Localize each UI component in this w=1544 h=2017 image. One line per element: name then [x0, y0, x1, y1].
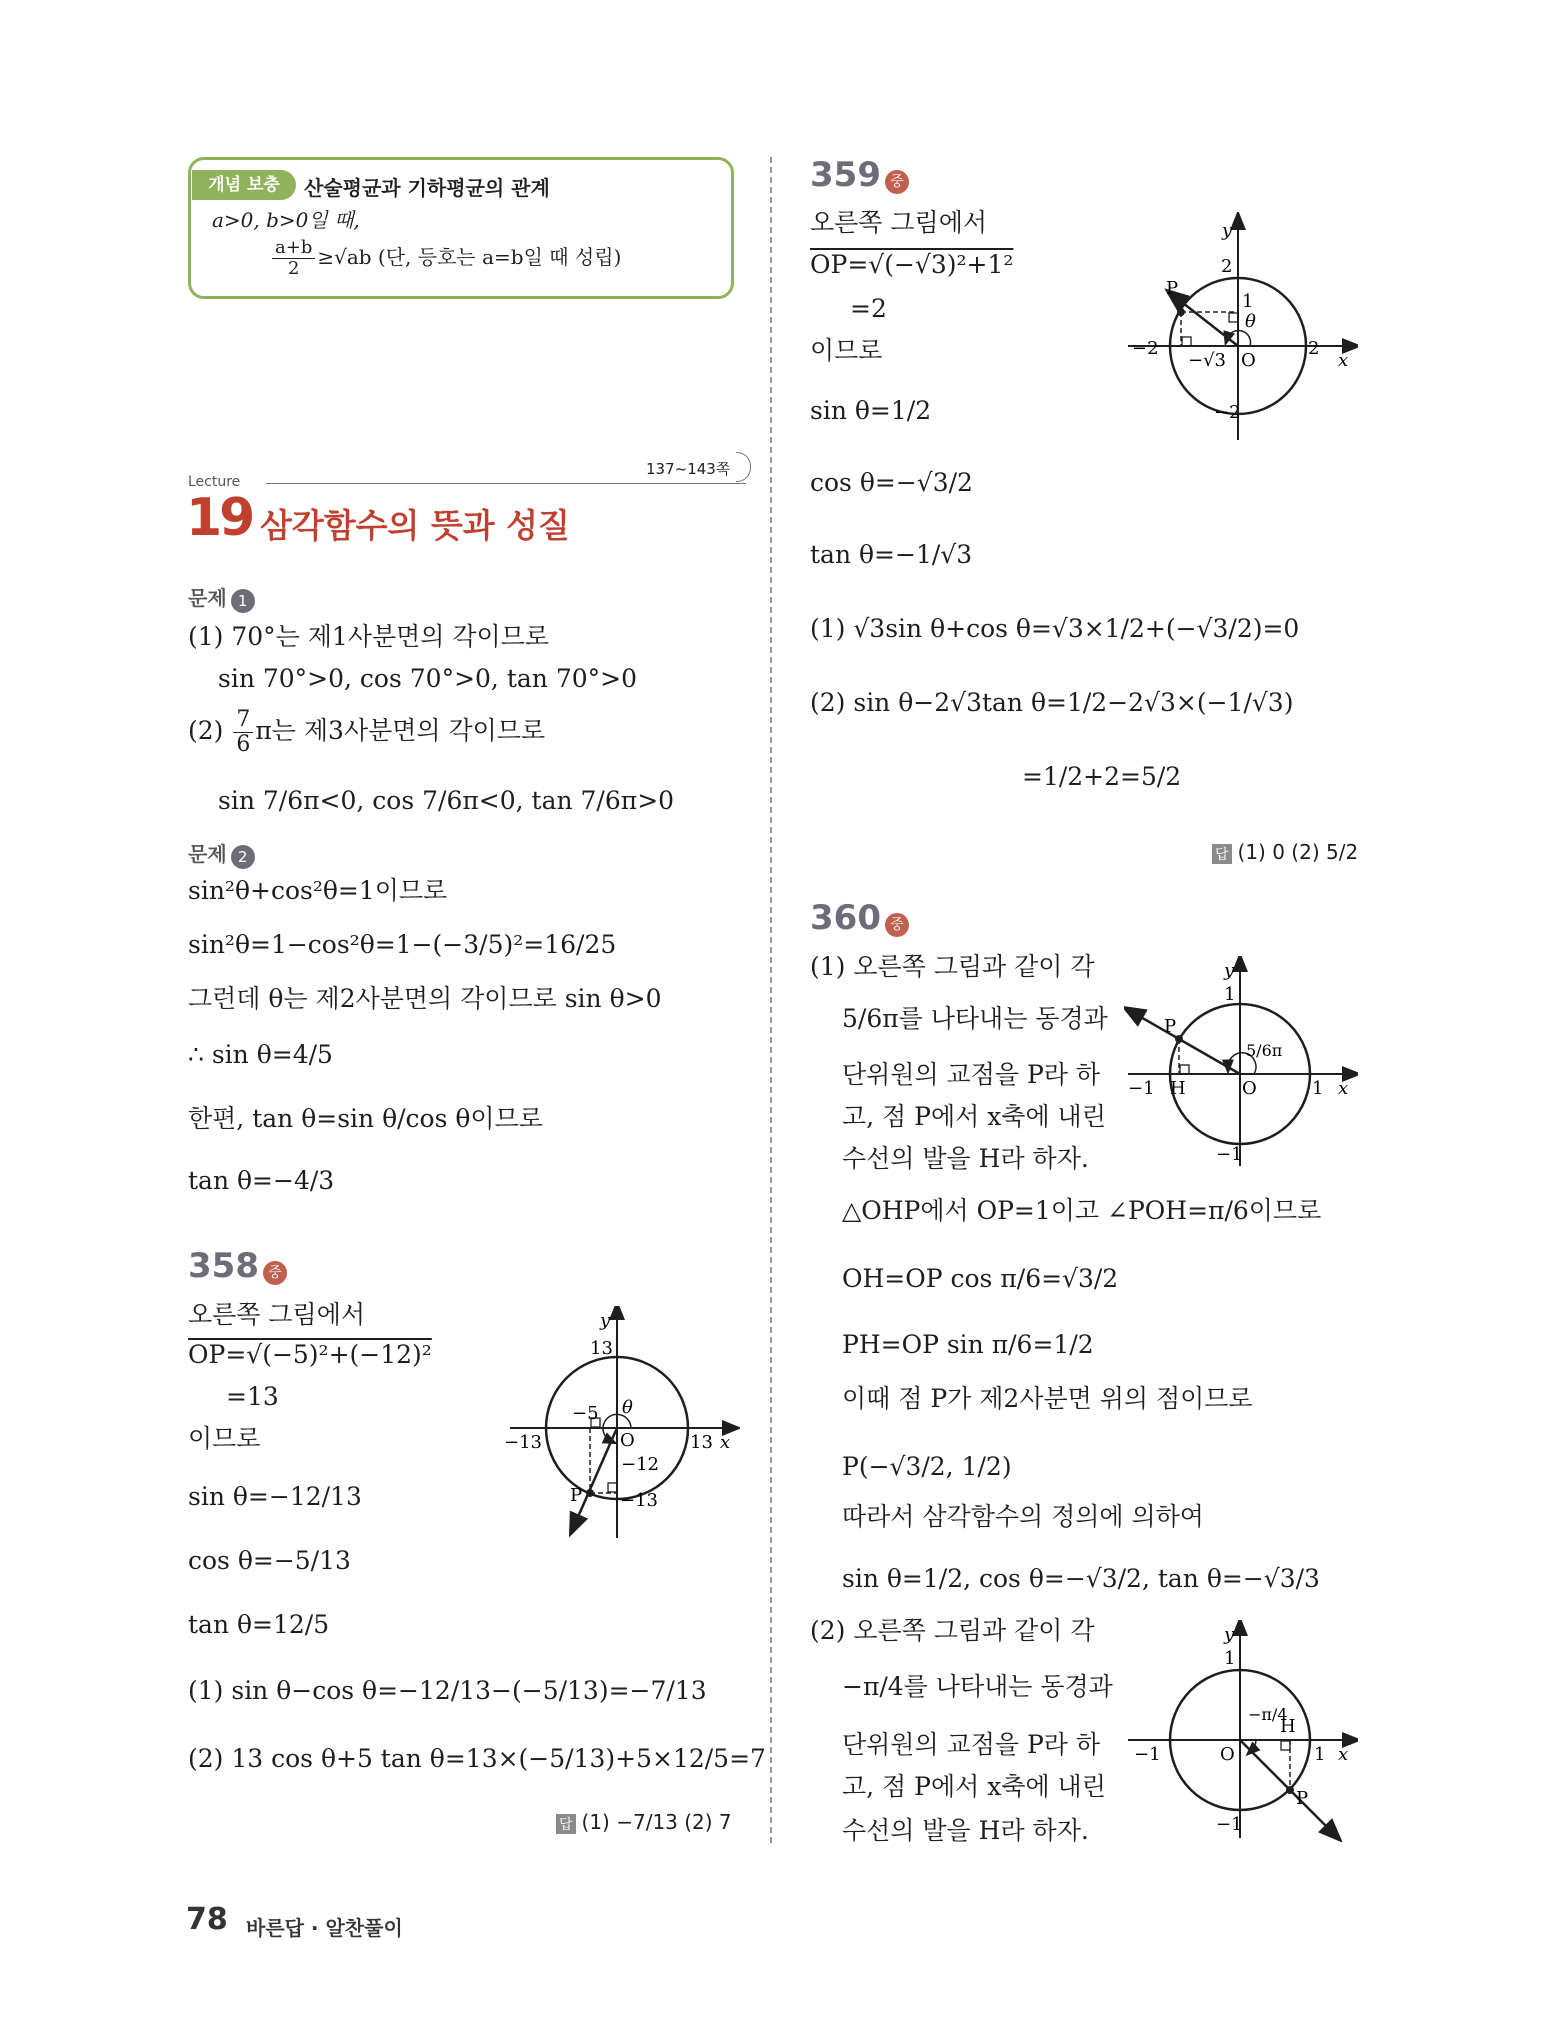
p360-a-line-6: △OHP에서 OP=1이고 ∠POH=π/6이므로 — [842, 1196, 1322, 1225]
problem-360-heading: 360 중 — [810, 898, 909, 938]
footer-book-title: 바른답 · 알찬풀이 — [246, 1916, 403, 1940]
p358-figure — [500, 1306, 740, 1542]
p360f2-label-y: y — [1224, 1624, 1235, 1645]
p360-a-line-8: PH=OP sin π/6=1/2 — [842, 1330, 1094, 1359]
p358-line-9: (2) 13 cos θ+5 tan θ=13×(−5/13)+5×12/5=7 — [188, 1744, 766, 1773]
p358-label-y: y — [600, 1310, 611, 1331]
p359-label-b2: −2 — [1214, 402, 1241, 423]
p360f2-label-angle: −π/4 — [1248, 1705, 1288, 1724]
p358-line-5: sin θ=−12/13 — [188, 1482, 362, 1511]
p358-answer: 답 (1) −7/13 (2) 7 — [556, 1810, 732, 1834]
p360f1-label-b1: −1 — [1216, 1144, 1243, 1165]
p360-a-line-12: sin θ=1/2, cos θ=−√3/2, tan θ=−√3/3 — [842, 1564, 1320, 1593]
p360-b-line-1: (2) 오른쪽 그림과 같이 각 — [810, 1616, 1095, 1645]
lecture-pages: 137~143쪽 — [646, 460, 731, 478]
p359-right-angle-1 — [1229, 313, 1238, 322]
p359-label-m2: −2 — [1132, 338, 1159, 359]
p360-a-line-11: 따라서 삼각함수의 정의에 의하여 — [842, 1502, 1204, 1531]
q1-line-2: sin 70°>0, cos 70°>0, tan 70°>0 — [218, 664, 637, 693]
p359-line-9: (2) sin θ−2√3tan θ=1/2−2√3×(−1/√3) — [810, 688, 1294, 717]
q1-line-4: sin 7/6π<0, cos 7/6π<0, tan 7/6π>0 — [218, 786, 675, 815]
p359-right-angle-2 — [1182, 337, 1191, 346]
q1-line-1: (1) 70°는 제1사분면의 각이므로 — [188, 622, 549, 651]
p359-label-p: P — [1166, 278, 1179, 299]
q2-heading: 문제 2 — [188, 838, 255, 869]
p358-line-8: (1) sin θ−cos θ=−12/13−(−5/13)=−7/13 — [188, 1676, 707, 1705]
concept-tag: 개념 보충 — [192, 170, 296, 200]
p360-figure-2 — [1124, 1620, 1358, 1842]
p360f2-label-x: x — [1338, 1744, 1349, 1765]
p360-b-line-4: 고, 점 P에서 x축에 내린 — [842, 1772, 1106, 1801]
p360-b-line-5: 수선의 발을 H라 하자. — [842, 1816, 1089, 1845]
p360-a-line-1: (1) 오른쪽 그림과 같이 각 — [810, 952, 1095, 981]
p360f1-label-r1: 1 — [1312, 1078, 1324, 1099]
p358-line-6: cos θ=−5/13 — [188, 1546, 351, 1575]
lecture-number: 19 — [186, 488, 253, 548]
p360f1-label-t1: 1 — [1224, 984, 1236, 1005]
p360-a-line-4: 고, 점 P에서 x축에 내린 — [842, 1102, 1106, 1131]
p358-radius-op — [574, 1428, 617, 1526]
p358-point-p — [586, 1489, 594, 1497]
p359-label-msq3: −√3 — [1188, 350, 1227, 371]
p360f1-label-p: P — [1164, 1016, 1177, 1037]
concept-inequality: $\frac{a+b}{2}$ ≥√ab (단, 등호는 a=b일 때 성립) — [270, 238, 621, 279]
p359-label-x: x — [1338, 350, 1349, 371]
p360f1-point-p — [1175, 1035, 1183, 1043]
p360f1-label-angle: 5/6π — [1246, 1041, 1283, 1060]
p360-a-line-10: P(−√3/2, 1/2) — [842, 1452, 1012, 1481]
lecture-title: 삼각함수의 뜻과 성질 — [260, 506, 570, 545]
p358-label-m12: −12 — [621, 1454, 659, 1475]
p358-line-3: =13 — [226, 1382, 279, 1411]
p360f2-label-m1: −1 — [1134, 1744, 1161, 1765]
p358-label-m5: −5 — [572, 1403, 599, 1424]
p360f1-label-x: x — [1338, 1078, 1349, 1099]
p360-a-line-7: OH=OP cos π/6=√3/2 — [842, 1264, 1119, 1293]
p360-a-line-2: 5/6π를 나타내는 동경과 — [842, 1004, 1108, 1033]
p360f2-label-b1: −1 — [1216, 1814, 1243, 1835]
p358-label-o: O — [620, 1430, 635, 1451]
q2-line-3: 그런데 θ는 제2사분면의 각이므로 sin θ>0 — [188, 984, 662, 1013]
p359-label-t2: 2 — [1221, 256, 1233, 277]
concept-condition: a>0, b>0일 때, — [212, 208, 360, 232]
q1-heading: 문제 1 — [188, 582, 255, 613]
p360f2-angle-arc — [1251, 1740, 1256, 1751]
p359-line-2: OP=√(−√3)²+1² — [810, 250, 1014, 279]
p359-line-4: 이므로 — [810, 336, 883, 365]
p359-figure — [1124, 212, 1358, 444]
p358-line-7: tan θ=12/5 — [188, 1610, 330, 1639]
p359-label-r2: 2 — [1308, 338, 1320, 359]
p360f1-label-o: O — [1242, 1078, 1257, 1099]
p359-label-one: 1 — [1242, 291, 1254, 312]
problem-359-heading: 359 중 — [810, 155, 909, 195]
p359-label-theta: θ — [1245, 311, 1256, 332]
p358-label-r13: 13 — [690, 1432, 713, 1453]
q2-line-5: 한편, tan θ=sin θ/cos θ이므로 — [188, 1104, 543, 1133]
p358-label-t13: 13 — [590, 1338, 613, 1359]
q2-line-1: sin²θ+cos²θ=1이므로 — [188, 876, 448, 905]
p359-answer: 답 (1) 0 (2) 5/2 — [1212, 840, 1358, 864]
lecture-label: Lecture — [188, 474, 241, 490]
p360f2-point-p — [1286, 1786, 1294, 1794]
p359-line-3: =2 — [850, 294, 887, 323]
p359-label-o: O — [1241, 350, 1256, 371]
p360f1-label-y: y — [1224, 960, 1235, 981]
problem-358-heading: 358 중 — [188, 1246, 287, 1286]
p360f2-label-p: P — [1296, 1788, 1309, 1809]
p359-label-y: y — [1222, 220, 1233, 241]
q2-line-2: sin²θ=1−cos²θ=1−(−3/5)²=16/25 — [188, 930, 617, 959]
p360f2-label-t1: 1 — [1224, 1648, 1236, 1669]
p360-b-line-3: 단위원의 교점을 P라 하 — [842, 1730, 1101, 1759]
p358-line-1: 오른쪽 그림에서 — [188, 1300, 365, 1329]
p360f1-right-angle — [1180, 1065, 1189, 1074]
p359-line-5: sin θ=1/2 — [810, 396, 932, 425]
p359-line-1: 오른쪽 그림에서 — [810, 208, 987, 237]
p358-right-angle-2 — [608, 1483, 617, 1492]
p360-a-line-5: 수선의 발을 H라 하자. — [842, 1144, 1089, 1173]
p360f2-label-h: H — [1280, 1716, 1296, 1737]
p360-figure-1 — [1124, 956, 1358, 1170]
p358-label-theta: θ — [622, 1397, 633, 1418]
q1-line-3: (2) $\frac{7}{6}$ π는 제3사분면의 각이므로 — [188, 707, 546, 758]
p360f2-label-r1: 1 — [1314, 1744, 1326, 1765]
footer-page-number: 78 — [186, 1902, 228, 1937]
p360-b-line-2: −π/4를 나타내는 동경과 — [842, 1672, 1113, 1701]
p358-label-p: P — [570, 1485, 583, 1506]
p359-point-p — [1177, 308, 1185, 316]
q2-line-4: ∴ sin θ=4/5 — [188, 1040, 333, 1069]
p360f1-label-m1: −1 — [1128, 1078, 1155, 1099]
column-divider — [770, 157, 772, 1843]
p358-line-2: OP=√(−5)²+(−12)² — [188, 1340, 432, 1369]
p360f2-label-o: O — [1220, 1744, 1235, 1765]
p358-label-b13: −13 — [620, 1490, 658, 1511]
lecture-pages-bracket — [736, 452, 751, 482]
q2-line-6: tan θ=−4/3 — [188, 1166, 335, 1195]
lecture-rule — [266, 483, 746, 484]
p359-line-8: (1) √3sin θ+cos θ=√3×1/2+(−√3/2)=0 — [810, 614, 1300, 643]
p358-label-x: x — [720, 1432, 731, 1453]
concept-title: 산술평균과 기하평균의 관계 — [304, 176, 550, 200]
p360-a-line-9: 이때 점 P가 제2사분면 위의 점이므로 — [842, 1384, 1253, 1413]
p359-line-10: =1/2+2=5/2 — [1022, 762, 1182, 791]
p358-label-m13: −13 — [504, 1432, 542, 1453]
p360f1-label-h: H — [1170, 1078, 1186, 1099]
p358-line-4: 이므로 — [188, 1424, 261, 1453]
p360f2-right-angle — [1281, 1741, 1290, 1750]
p359-line-6: cos θ=−√3/2 — [810, 468, 973, 497]
p360-a-line-3: 단위원의 교점을 P라 하 — [842, 1060, 1101, 1089]
p359-line-7: tan θ=−1/√3 — [810, 540, 973, 569]
